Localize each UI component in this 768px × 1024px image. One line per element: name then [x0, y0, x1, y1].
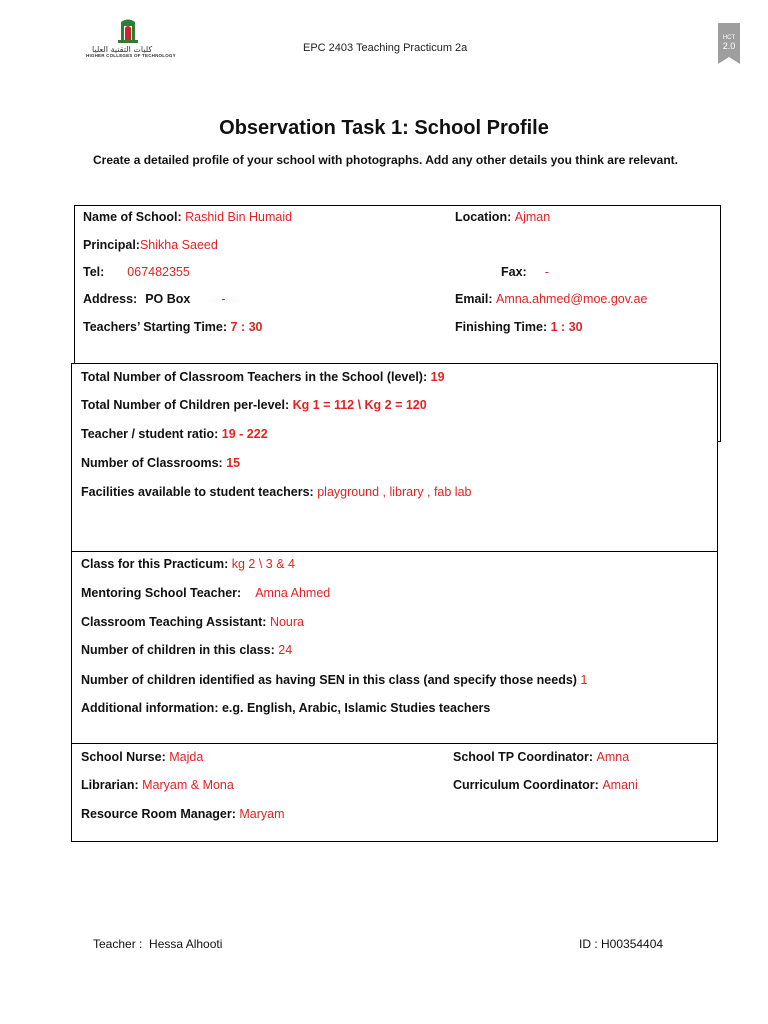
course-title: EPC 2403 Teaching Practicum 2a	[303, 42, 468, 54]
tel-field: Tel: 067482355	[83, 265, 190, 279]
principal-value: Shikha Saeed	[139, 238, 218, 252]
children-per-level-value: Kg 1 = 112 \ Kg 2 = 120	[292, 398, 427, 412]
practicum-class-field: Class for this Practicum: kg 2 \ 3 & 4	[81, 557, 295, 571]
footer-id: ID : H00354404	[579, 937, 664, 951]
logo-english-text: HIGHER COLLEGES OF TECHNOLOGY	[86, 53, 176, 58]
nurse-field: School Nurse: Majda	[81, 750, 204, 764]
curriculum-coordinator-field: Curriculum Coordinator: Amani	[453, 778, 638, 792]
tp-coordinator-value: Amna	[596, 750, 630, 764]
class-children-field: Number of children in this class: 24	[81, 643, 293, 657]
fax-field: Fax: -	[501, 265, 549, 279]
mentor-value: Amna Ahmed	[255, 586, 331, 600]
finish-time-value: 1 : 30	[550, 320, 583, 334]
tel-value: 067482355	[127, 265, 190, 279]
sen-value: 1	[580, 673, 588, 687]
tp-coordinator-field: School TP Coordinator: Amna	[453, 750, 630, 764]
mentor-field: Mentoring School Teacher: Amna Ahmed	[81, 586, 331, 600]
email-value: Amna.ahmed@moe.gov.ae	[496, 292, 648, 306]
student-id: H00354404	[601, 937, 664, 951]
hct-badge-label: HCT 2.0	[722, 35, 736, 51]
intro-text: Create a detailed profile of your school with photographs. Add any other details you think are relevant.	[93, 153, 678, 167]
address-field: Address: PO Box -	[83, 292, 226, 306]
location-field: Location: Ajman	[455, 210, 551, 224]
page-title: Observation Task 1: School Profile	[219, 117, 549, 139]
facilities-value: playground , library , fab lab	[317, 485, 472, 499]
resource-manager-value: Maryam	[239, 807, 285, 821]
email-field: Email: Amna.ahmed@moe.gov.ae	[455, 292, 648, 306]
sen-field: Number of children identified as having SEN in this class (and specify those needs) 1	[81, 673, 588, 687]
curriculum-coordinator-value: Amani	[602, 778, 638, 792]
librarian-field: Librarian: Maryam & Mona	[81, 778, 234, 792]
assistant-field: Classroom Teaching Assistant: Noura	[81, 615, 304, 629]
finish-time-field: Finishing Time: 1 : 30	[455, 320, 583, 334]
classrooms-field: Number of Classrooms: 15	[81, 456, 241, 470]
start-time-value: 7 : 30	[230, 320, 263, 334]
practicum-class-value: kg 2 \ 3 & 4	[231, 557, 295, 571]
ratio-field: Teacher / student ratio: 19 - 222	[81, 427, 268, 441]
nurse-value: Majda	[169, 750, 204, 764]
start-time-field: Teachers’ Starting Time: 7 : 30	[83, 320, 263, 334]
fax-value: -	[544, 265, 549, 279]
teacher-name: Hessa Alhooti	[149, 937, 223, 951]
resource-manager-field: Resource Room Manager: Maryam	[81, 807, 285, 821]
address-value: -	[221, 292, 226, 306]
classrooms-value: 15	[226, 456, 241, 470]
svg-text:كليات التقنية العليا: كليات التقنية العليا	[92, 45, 153, 54]
teachers-count-field: Total Number of Classroom Teachers in the School (level): 19	[81, 370, 445, 384]
school-name-value: Rashid Bin Humaid	[185, 210, 293, 224]
location-value: Ajman	[514, 210, 551, 224]
teachers-count-value: 19	[430, 370, 445, 384]
assistant-value: Noura	[269, 615, 304, 629]
footer-teacher: Teacher : Hessa Alhooti	[93, 937, 223, 951]
class-children-value: 24	[278, 643, 293, 657]
school-name-field: Name of School: Rashid Bin Humaid	[83, 210, 293, 224]
principal-field: Principal:Shikha Saeed	[83, 238, 218, 252]
librarian-value: Maryam & Mona	[142, 778, 234, 792]
ratio-value: 19 - 222	[221, 427, 268, 441]
facilities-field: Facilities available to student teachers: playground , library , fab lab	[81, 485, 472, 499]
children-per-level-field: Total Number of Children per-level: Kg 1 = 112 \ Kg 2 = 120	[81, 398, 427, 412]
additional-info-field: Additional information: e.g. English, Arabic, Islamic Studies teachers	[81, 701, 491, 715]
